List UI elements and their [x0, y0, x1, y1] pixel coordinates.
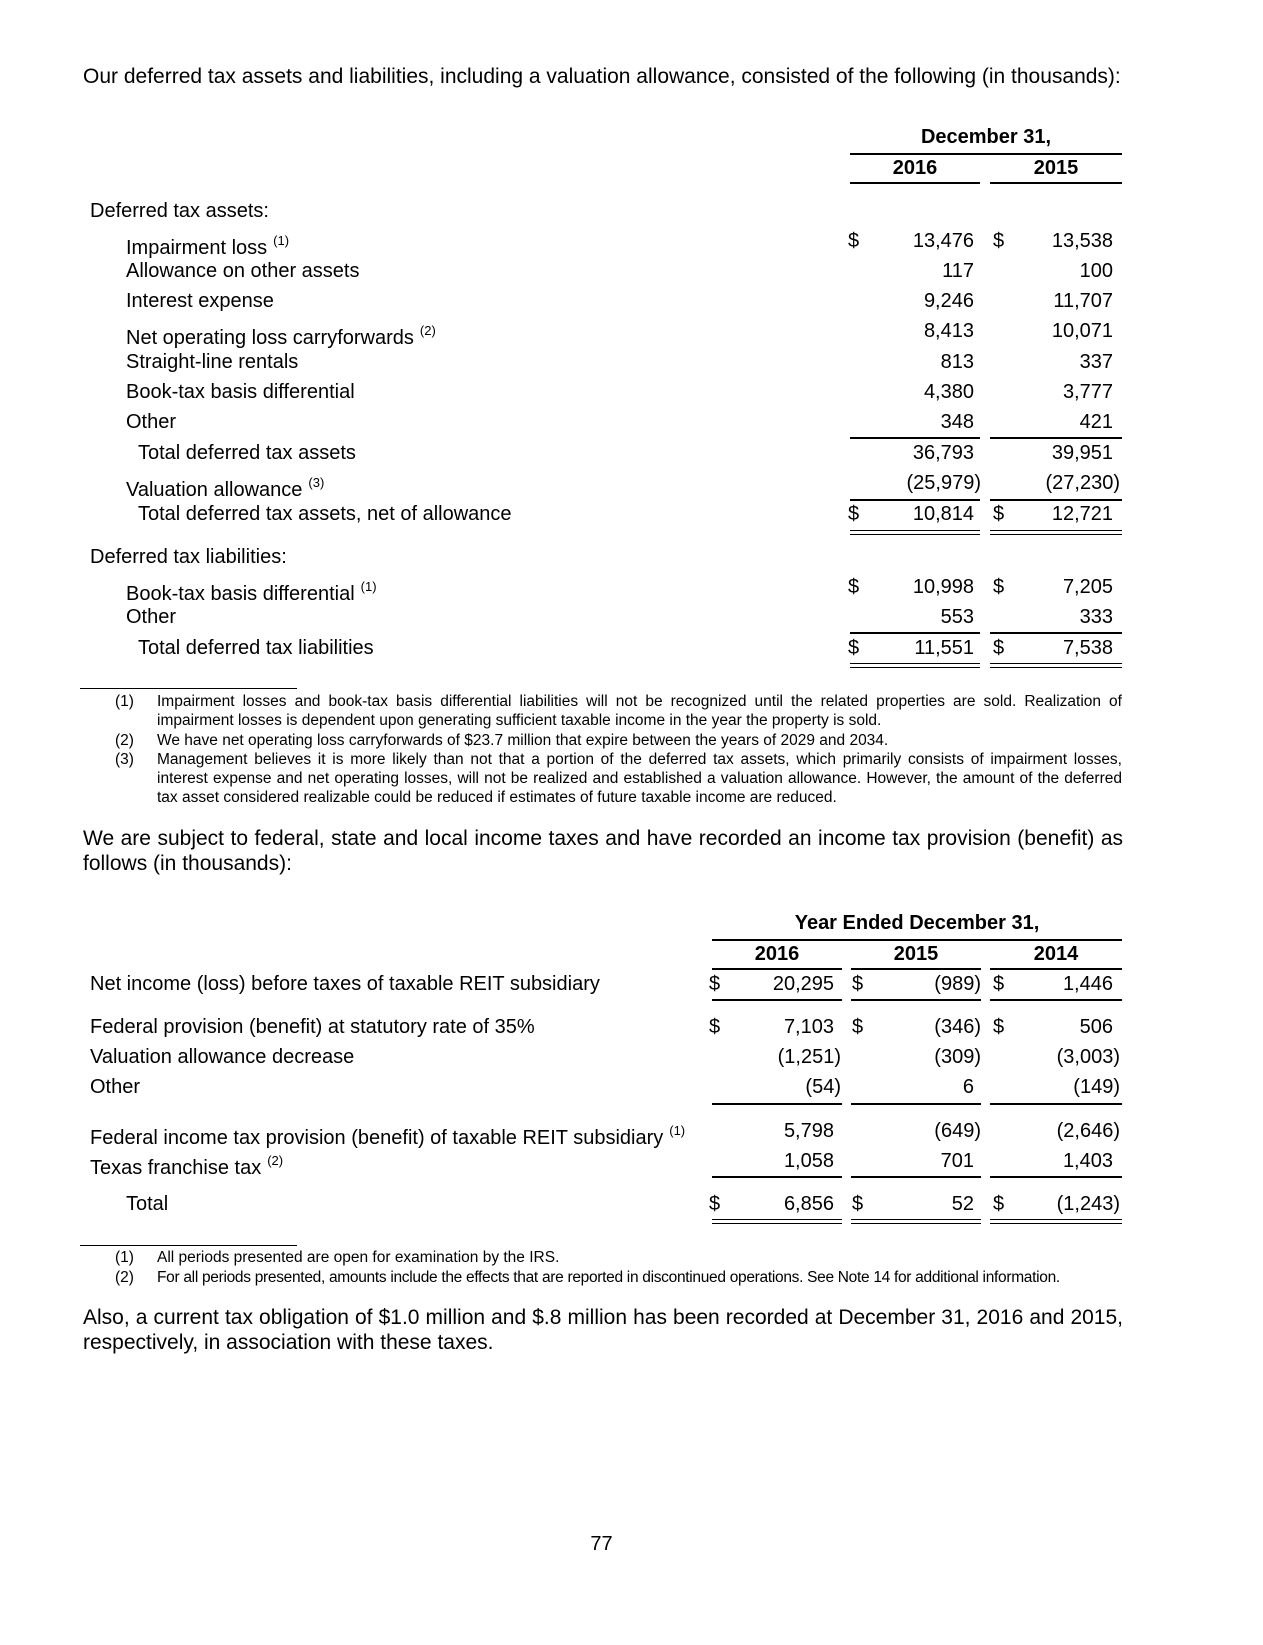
- table-row: Total deferred tax assets, net of allowance $ 10,814 $ 12,721: [138, 503, 1113, 525]
- table-row: Impairment loss $^{(1)}$ $ 13,476 $ 13,538: [126, 230, 1113, 259]
- table1-year-2015: 2015: [1033, 157, 1079, 179]
- table2-year-2016: 2016: [754, 943, 800, 965]
- footnote: (3) Management believes it is more likely than not that a portion of the deferred tax assets, which primarily consists of impairment losses, interest expense and net operating losses, will not be realized and established a valuation allowance. However, the amount of the deferred tax asset considered realizable could be reduced if estimates of future taxable income are reduced.: [115, 751, 1122, 806]
- table-row: Net operating loss carryforwards $^{(2)}$ 8,413 10,071: [126, 320, 1113, 349]
- footnote: (1) Impairment losses and book-tax basis differential liabilities will not be recognized until the related properties are sold. Realization of impairment losses is dependent upon generating sufficient taxable income in the year the property is sold.: [115, 693, 1122, 729]
- table-row: Other (54) 6 (149): [90, 1076, 1120, 1098]
- table-row: Total deferred tax assets 36,793 39,951: [138, 442, 1113, 464]
- table-row: Valuation allowance $^{(3)}$ (25,979) (27,230): [126, 472, 1120, 501]
- table-row: Total deferred tax liabilities $ 11,551 $ 7,538: [138, 637, 1113, 659]
- table-row: Net income (loss) before taxes of taxable REIT subsidiary $ 20,295 $ (989) $ 1,446: [90, 973, 1113, 995]
- table-row: Valuation allowance decrease (1,251) (309) (3,003): [90, 1046, 1120, 1068]
- table-row: Federal provision (benefit) at statutory rate of 35% $ 7,103 $ (346) $ 506: [90, 1016, 1113, 1038]
- table2-header: Year Ended December 31,: [794, 912, 1040, 934]
- table-row: Federal income tax provision (benefit) of taxable REIT subsidiary $^{(1)}$ 5,798 (649) (2,646): [90, 1120, 1120, 1149]
- footnote: (2) We have net operating loss carryforwards of $23.7 million that expire between the years of 2029 and 2034.: [115, 732, 889, 749]
- footnote-rule: [80, 688, 297, 689]
- table-row: Book-tax basis differential $^{(1)}$ $ 10,998 $ 7,205: [126, 576, 1113, 605]
- table-row: Book-tax basis differential 4,380 3,777: [126, 381, 1113, 403]
- footnote-rule: [80, 1245, 297, 1246]
- intro-paragraph-2: We are subject to federal, state and local income taxes and have recorded an income tax provision (benefit) as follows (in thousands):: [83, 827, 1123, 875]
- footnote: (2) For all periods presented, amounts include the effects that are reported in discontinued operations. See Note 14 for additional information.: [115, 1269, 1060, 1286]
- table-row: Interest expense 9,246 11,707: [126, 290, 1113, 312]
- table1-year-2016: 2016: [892, 157, 938, 179]
- intro-paragraph-1: Our deferred tax assets and liabilities, including a valuation allowance, consisted of the following (in thousands):: [83, 65, 1121, 88]
- table2-year-2015: 2015: [893, 943, 939, 965]
- table-row: Straight-line rentals 813 337: [126, 351, 1113, 373]
- table1-header: December 31,: [920, 126, 1052, 148]
- footnote: (1) All periods presented are open for examination by the IRS.: [115, 1249, 560, 1266]
- table-row: Total $ 6,856 $ 52 $ (1,243): [126, 1193, 1120, 1215]
- closing-paragraph: Also, a current tax obligation of $1.0 million and $.8 million has been recorded at December 31, 2016 and 2015, respectively, in association with these taxes.: [83, 1306, 1123, 1354]
- table2-year-2014: 2014: [1033, 943, 1079, 965]
- page-number: 77: [590, 1533, 613, 1555]
- table-row: Texas franchise tax $^{(2)}$ 1,058 701 1,403: [90, 1150, 1113, 1179]
- table-row: Other 348 421: [126, 411, 1113, 433]
- table-row: Allowance on other assets 117 100: [126, 260, 1113, 282]
- table-row: Other 553 333: [126, 606, 1113, 628]
